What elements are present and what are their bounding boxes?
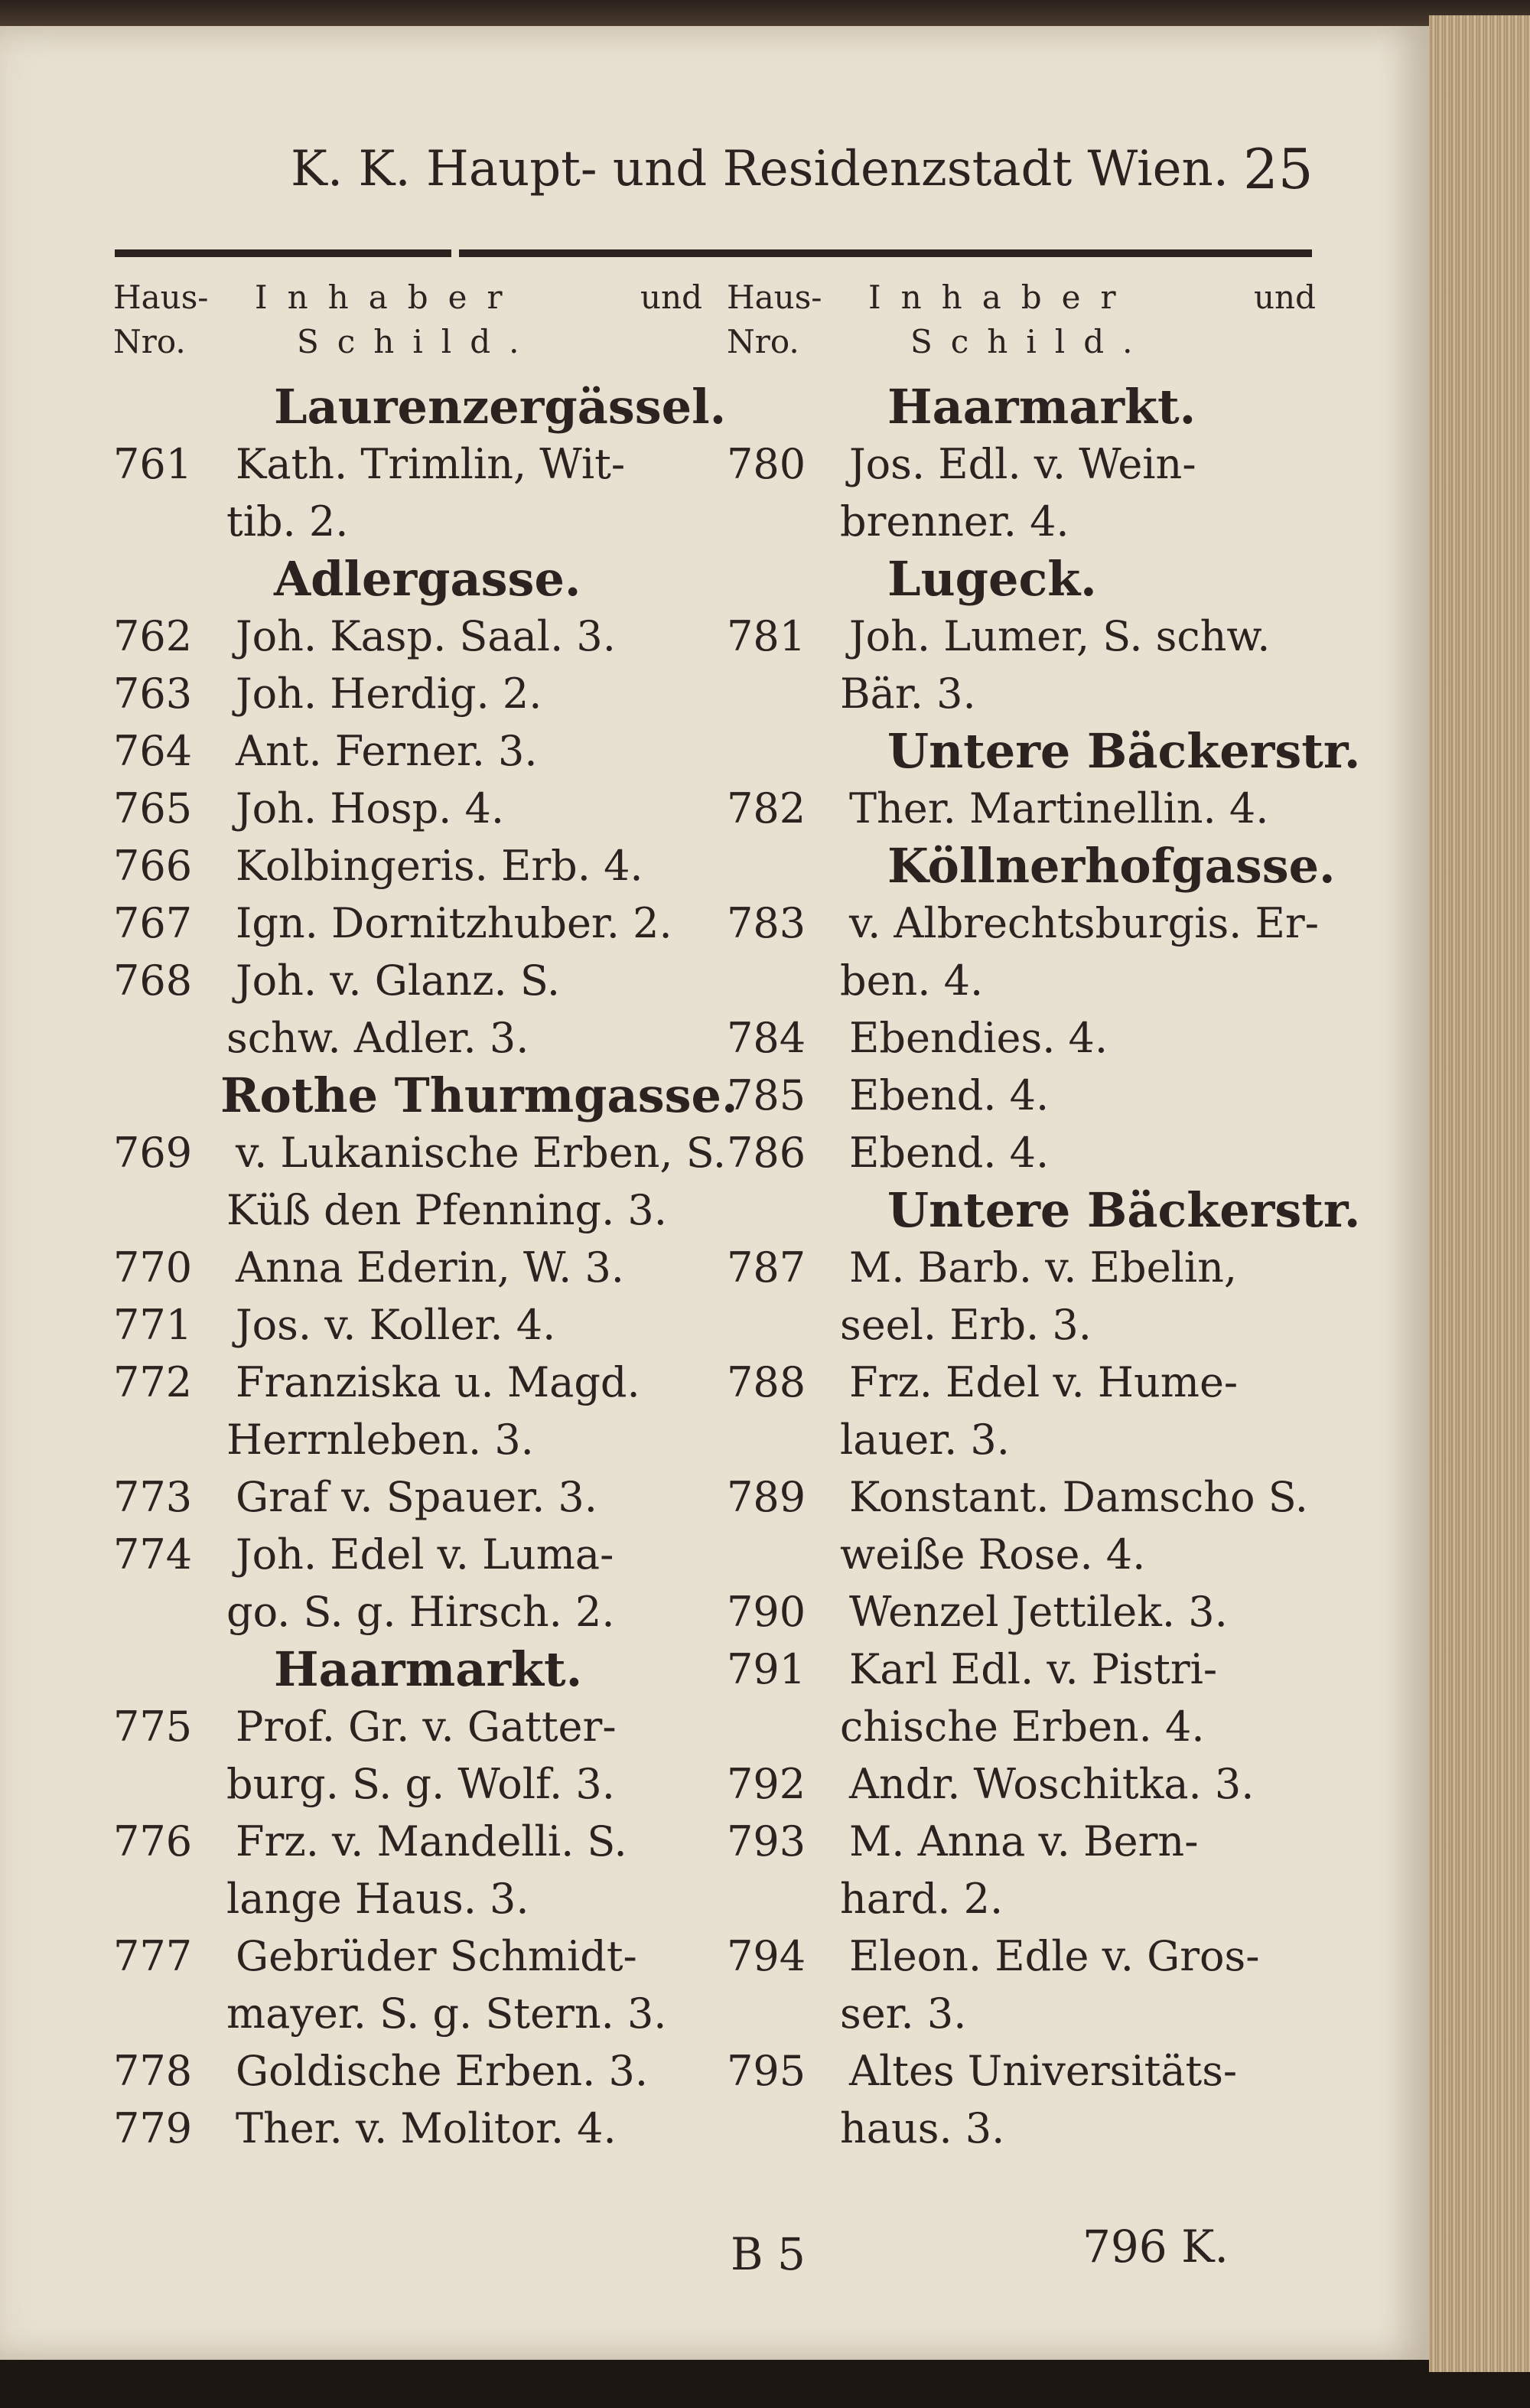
street-heading — [727, 722, 1361, 780]
street-name: Haarmarkt. — [887, 379, 1196, 435]
col-head-nro: Nro. — [727, 323, 799, 360]
house-number: 786 — [727, 1129, 806, 1177]
house-entry — [113, 2100, 725, 2157]
owner-and-sign: haus. 3. — [840, 2104, 1005, 2152]
street-name: Laurenzergässel. — [274, 379, 727, 435]
entry-continuation — [113, 1985, 725, 2042]
house-number: 770 — [113, 1243, 193, 1292]
house-entry — [727, 1009, 1339, 1067]
owner-and-sign: seel. Erb. 3. — [840, 1301, 1092, 1349]
col-head-inhaber: Inhaber — [255, 279, 522, 316]
house-entry — [727, 1813, 1339, 1870]
right-entry-list — [727, 378, 1361, 2157]
street-name: Untere Bäckerstr. — [887, 723, 1361, 779]
house-entry — [113, 1239, 725, 1296]
street-heading — [113, 378, 725, 435]
house-number: 793 — [727, 1817, 806, 1865]
owner-and-sign: ben. 4. — [840, 956, 984, 1005]
house-entry — [113, 435, 725, 493]
street-name: Adlergasse. — [274, 551, 581, 607]
house-entry — [727, 1354, 1339, 1411]
house-number: 794 — [727, 1932, 806, 1980]
running-header: K. K. Haupt- und Residenzstadt Wien. — [291, 141, 1229, 197]
left-column — [113, 279, 738, 2157]
owner-and-sign: chische Erben. 4. — [840, 1703, 1205, 1751]
header-rule — [459, 249, 1312, 257]
entry-continuation — [727, 2100, 1339, 2157]
owner-and-sign: Joh. Hosp. 4. — [236, 784, 504, 833]
entry-continuation — [727, 1698, 1339, 1755]
house-entry — [113, 1296, 725, 1354]
street-name: Haarmarkt. — [274, 1641, 583, 1697]
owner-and-sign: Konstant. Damscho S. — [849, 1473, 1308, 1521]
page-edges — [1429, 15, 1530, 2372]
owner-and-sign: Kolbingeris. Erb. 4. — [236, 842, 643, 890]
owner-and-sign: Prof. Gr. v. Gatter- — [236, 1703, 617, 1751]
house-number: 774 — [113, 1530, 193, 1579]
house-entry — [727, 1239, 1339, 1296]
house-entry — [727, 1755, 1339, 1813]
owner-and-sign: Gebrüder Schmidt- — [236, 1932, 637, 1980]
house-number: 766 — [113, 842, 193, 890]
entry-continuation — [113, 1411, 725, 1468]
entry-continuation — [113, 493, 725, 550]
col-head-inhaber: Inhaber — [868, 279, 1136, 316]
entry-continuation — [113, 1009, 725, 1067]
owner-and-sign: weiße Rose. 4. — [840, 1530, 1146, 1579]
owner-and-sign: Jos. Edl. v. Wein- — [849, 440, 1196, 488]
owner-and-sign: tib. 2. — [226, 497, 349, 546]
house-number: 777 — [113, 1932, 193, 1980]
entry-continuation — [727, 952, 1339, 1009]
house-entry — [727, 435, 1339, 493]
owner-and-sign: hard. 2. — [840, 1875, 1004, 1923]
entry-continuation — [113, 1181, 725, 1239]
owner-and-sign: Ebend. 4. — [849, 1071, 1050, 1119]
house-number: 784 — [727, 1014, 806, 1062]
house-entry — [113, 1526, 725, 1583]
owner-and-sign: Frz. v. Mandelli. S. — [236, 1817, 627, 1865]
house-number: 763 — [113, 670, 193, 718]
house-number: 779 — [113, 2104, 193, 2152]
owner-and-sign: lauer. 3. — [840, 1416, 1010, 1464]
house-number: 767 — [113, 899, 193, 947]
entry-continuation — [113, 1755, 725, 1813]
owner-and-sign: burg. S. g. Wolf. 3. — [226, 1760, 615, 1808]
house-number: 772 — [113, 1358, 193, 1406]
street-name: Lugeck. — [887, 551, 1097, 607]
col-head-haus: Haus- — [727, 279, 822, 316]
house-number: 788 — [727, 1358, 806, 1406]
col-head-und: und — [640, 279, 702, 316]
owner-and-sign: v. Lukanische Erben, S. — [236, 1129, 726, 1177]
entry-continuation — [113, 1583, 725, 1641]
owner-and-sign: Karl Edl. v. Pistri- — [849, 1645, 1218, 1693]
owner-and-sign: Frz. Edel v. Hume- — [849, 1358, 1239, 1406]
house-number: 789 — [727, 1473, 806, 1521]
col-head-und: und — [1254, 279, 1316, 316]
owner-and-sign: M. Anna v. Bern- — [849, 1817, 1199, 1865]
owner-and-sign: Herrnleben. 3. — [226, 1416, 534, 1464]
entry-continuation — [727, 493, 1339, 550]
house-entry — [113, 1124, 725, 1181]
owner-and-sign: schw. Adler. 3. — [226, 1014, 529, 1062]
house-entry — [727, 1124, 1339, 1181]
house-number: 790 — [727, 1588, 806, 1636]
street-name: Rothe Thurmgasse. — [220, 1067, 738, 1123]
page-number: 25 — [1243, 137, 1314, 201]
house-number: 762 — [113, 612, 193, 660]
house-entry — [727, 894, 1339, 952]
house-entry — [113, 837, 725, 894]
house-entry — [113, 780, 725, 837]
owner-and-sign: Kath. Trimlin, Wit- — [236, 440, 626, 488]
street-heading — [727, 378, 1339, 435]
entry-continuation — [727, 1296, 1339, 1354]
house-entry — [113, 1813, 725, 1870]
house-number: 775 — [113, 1703, 193, 1751]
house-number: 769 — [113, 1129, 193, 1177]
owner-and-sign: Ant. Ferner. 3. — [236, 727, 538, 775]
house-entry — [113, 952, 725, 1009]
house-entry — [727, 1468, 1339, 1526]
right-column — [727, 279, 1361, 2157]
house-number: 768 — [113, 956, 193, 1005]
owner-and-sign: v. Albrechtsburgis. Er- — [849, 899, 1319, 947]
house-entry — [113, 1927, 725, 1985]
street-heading — [727, 1181, 1361, 1239]
owner-and-sign: Joh. v. Glanz. S. — [236, 956, 561, 1005]
house-entry — [113, 2042, 725, 2100]
house-entry — [113, 1698, 725, 1755]
col-head-schild: Schild. — [910, 323, 1151, 360]
owner-and-sign: Joh. Herdig. 2. — [236, 670, 542, 718]
owner-and-sign: Ther. v. Molitor. 4. — [236, 2104, 617, 2152]
street-heading — [113, 550, 725, 608]
entry-continuation — [727, 665, 1339, 722]
street-heading — [727, 837, 1339, 894]
owner-and-sign: lange Haus. 3. — [226, 1875, 529, 1923]
owner-and-sign: Ign. Dornitzhuber. 2. — [236, 899, 672, 947]
col-head-schild: Schild. — [297, 323, 538, 360]
house-entry — [727, 1067, 1339, 1124]
entry-continuation — [727, 1411, 1339, 1468]
house-number: 785 — [727, 1071, 806, 1119]
house-entry — [113, 608, 725, 665]
owner-and-sign: Jos. v. Koller. 4. — [236, 1301, 556, 1349]
owner-and-sign: Goldische Erben. 3. — [236, 2047, 648, 2095]
house-number: 782 — [727, 784, 806, 833]
house-number: 778 — [113, 2047, 193, 2095]
house-number: 776 — [113, 1817, 193, 1865]
house-entry — [113, 665, 725, 722]
column-header — [727, 279, 1339, 378]
owner-and-sign: M. Barb. v. Ebelin, — [849, 1243, 1238, 1292]
house-number: 780 — [727, 440, 806, 488]
house-entry — [113, 722, 725, 780]
house-number: 795 — [727, 2047, 806, 2095]
left-entry-list — [113, 378, 738, 2157]
street-name: Köllnerhofgasse. — [887, 838, 1336, 894]
house-entry — [727, 780, 1339, 837]
signature-mark: B 5 — [731, 2228, 806, 2280]
house-number: 792 — [727, 1760, 806, 1808]
owner-and-sign: ser. 3. — [840, 1989, 967, 2038]
col-head-nro: Nro. — [113, 323, 186, 360]
entry-continuation — [113, 1870, 725, 1927]
catchword: 796 K. — [1082, 2221, 1229, 2273]
entry-continuation — [727, 1526, 1339, 1583]
owner-and-sign: Küß den Pfenning. 3. — [226, 1186, 667, 1234]
house-number: 787 — [727, 1243, 806, 1292]
street-heading — [113, 1641, 725, 1698]
house-number: 783 — [727, 899, 806, 947]
house-entry — [727, 1583, 1339, 1641]
owner-and-sign: Ebend. 4. — [849, 1129, 1050, 1177]
entry-continuation — [727, 1985, 1339, 2042]
house-number: 773 — [113, 1473, 193, 1521]
owner-and-sign: Bär. 3. — [840, 670, 976, 718]
entry-continuation — [727, 1870, 1339, 1927]
owner-and-sign: Franziska u. Magd. — [236, 1358, 640, 1406]
owner-and-sign: mayer. S. g. Stern. 3. — [226, 1989, 667, 2038]
owner-and-sign: Altes Universitäts- — [849, 2047, 1238, 2095]
house-number: 764 — [113, 727, 193, 775]
house-number: 765 — [113, 784, 193, 833]
col-head-haus: Haus- — [113, 279, 209, 316]
owner-and-sign: Joh. Edel v. Luma- — [236, 1530, 614, 1579]
house-number: 791 — [727, 1645, 806, 1693]
column-header — [113, 279, 725, 378]
owner-and-sign: Andr. Woschitka. 3. — [849, 1760, 1255, 1808]
street-heading — [113, 1067, 738, 1124]
house-entry — [113, 894, 725, 952]
house-entry — [113, 1354, 725, 1411]
header-rule — [115, 249, 451, 257]
owner-and-sign: Joh. Lumer, S. schw. — [849, 612, 1271, 660]
house-entry — [727, 1641, 1339, 1698]
owner-and-sign: Ebendies. 4. — [849, 1014, 1108, 1062]
house-number: 761 — [113, 440, 193, 488]
owner-and-sign: go. S. g. Hirsch. 2. — [226, 1588, 615, 1636]
owner-and-sign: Joh. Kasp. Saal. 3. — [236, 612, 616, 660]
house-number: 781 — [727, 612, 806, 660]
street-heading — [727, 550, 1339, 608]
house-entry — [727, 1927, 1339, 1985]
book-page — [0, 26, 1429, 2360]
house-number: 771 — [113, 1301, 193, 1349]
owner-and-sign: Eleon. Edle v. Gros- — [849, 1932, 1260, 1980]
owner-and-sign: brenner. 4. — [840, 497, 1069, 546]
owner-and-sign: Graf v. Spauer. 3. — [236, 1473, 597, 1521]
house-entry — [727, 608, 1339, 665]
book-cover-edge — [0, 0, 1530, 26]
street-name: Untere Bäckerstr. — [887, 1182, 1361, 1238]
house-entry — [727, 2042, 1339, 2100]
house-entry — [113, 1468, 725, 1526]
owner-and-sign: Wenzel Jettilek. 3. — [849, 1588, 1228, 1636]
owner-and-sign: Ther. Martinellin. 4. — [849, 784, 1269, 833]
owner-and-sign: Anna Ederin, W. 3. — [236, 1243, 624, 1292]
